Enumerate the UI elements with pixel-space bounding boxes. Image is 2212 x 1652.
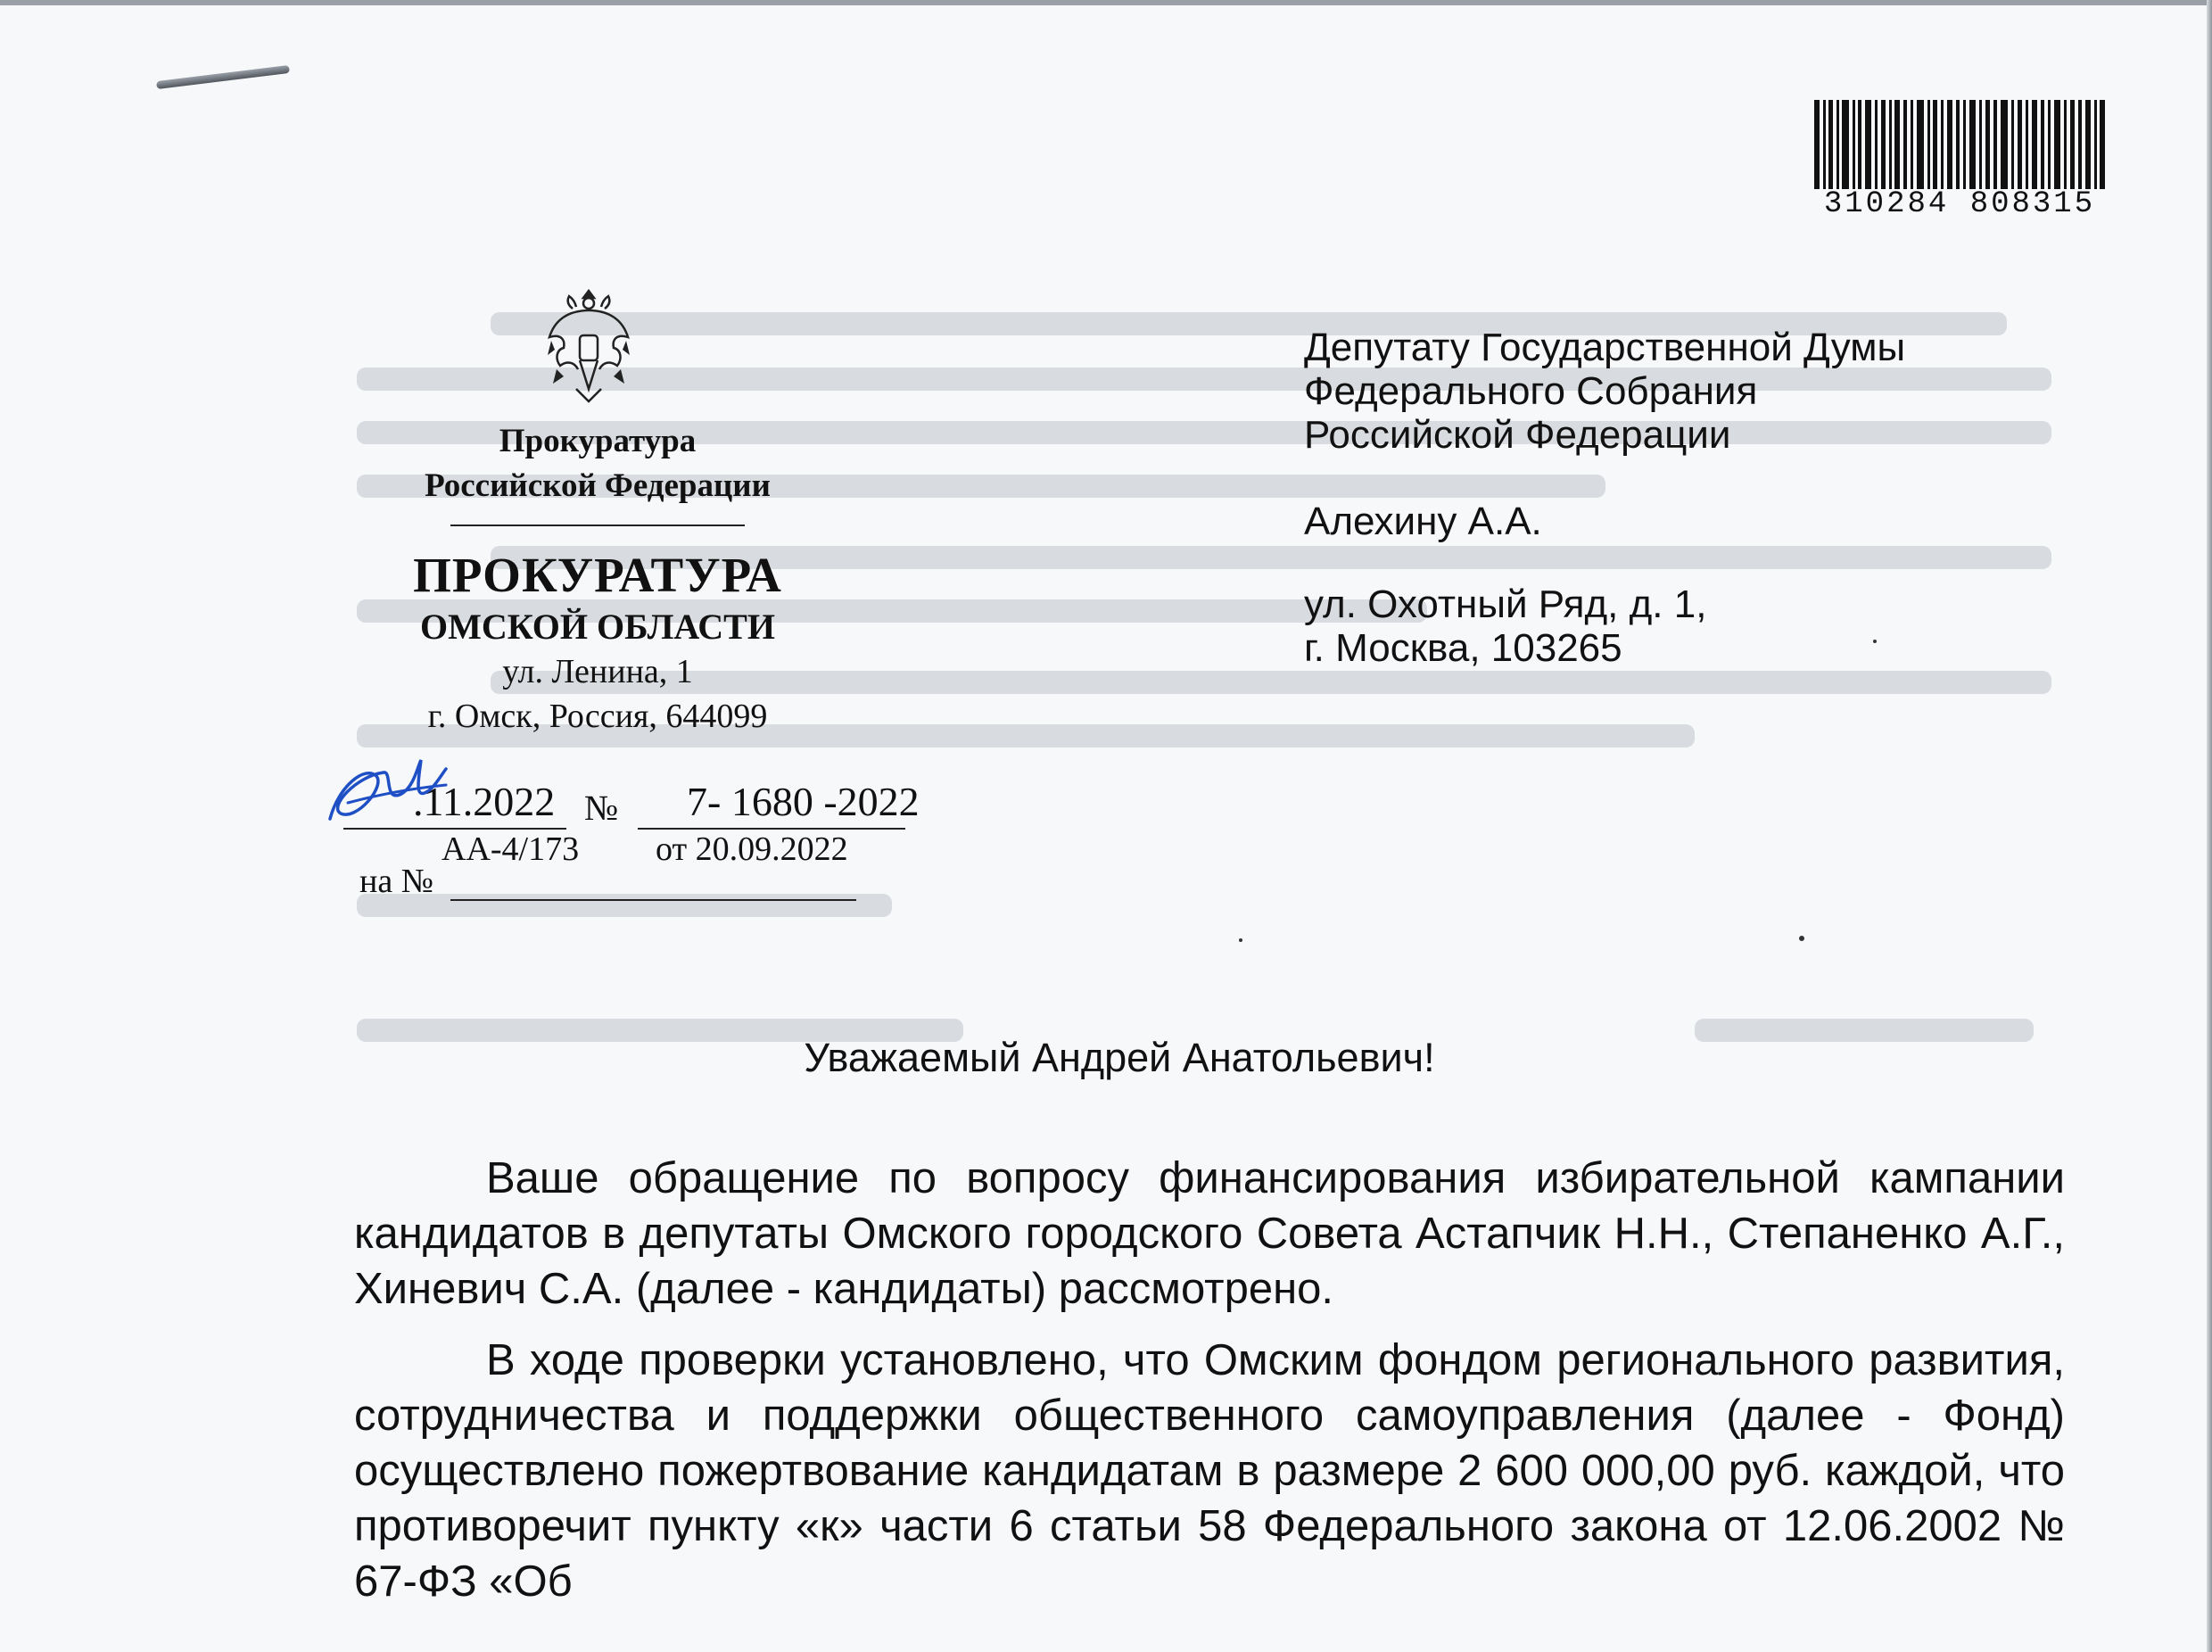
barcode-bars [1812,100,2107,189]
paper-right-edge [2207,0,2212,1652]
sender-block [348,419,847,739]
recipient-line3: Российской Федерации [1304,413,1731,457]
sender-region: ОМСКОЙ ОБЛАСТИ [420,607,775,647]
barcode-number: 310284 808315 [1823,187,2096,221]
coat-of-arms-icon [544,284,633,413]
recipient-name: Алехину А.А. [1304,500,1542,543]
sender-street: ул. Ленина, 1 [502,653,693,690]
sender-divider [450,525,745,526]
paper-top-edge [0,0,2212,5]
speck [1239,938,1242,942]
reply-to-underline [450,899,856,901]
handwritten-signature [321,749,455,830]
recipient-line1: Депутату Государственной Думы [1304,326,1906,369]
outgoing-date: .11.2022 [413,779,556,824]
recipient-street: ул. Охотный Ряд, д. 1, [1304,582,1707,626]
speck [1873,640,1877,643]
staple-mark [156,65,290,89]
letter-body [354,1151,2065,1625]
reference-date: от 20.09.2022 [656,830,848,868]
paragraph-2: В ходе проверки установлено, что Омским фондом регионального развития, сотрудничества и поддержки общественного самоуправления (далее - Фонд) осуществлено пожертвование кандидатам в размере 2 600 000,00 руб. каждой, что противоречит пункту «к» части 6 статьи 58 Федерального закона от 12.06.2002 № 67-ФЗ «Об [354,1336,2065,1606]
sender-title-line1: Прокуратура [499,423,697,459]
number-sign: № [584,788,619,828]
recipient-line2: Федерального Собрания [1304,369,1758,413]
recipient-city: г. Москва, 103265 [1304,626,1622,670]
sender-title-line2: Российской Федерации [425,467,771,504]
barcode [1812,100,2107,221]
speck [1799,936,1804,941]
outgoing-number: 7- 1680 -2022 [687,779,920,824]
paragraph-1: Ваше обращение по вопросу финансирования избирательной кампании кандидатов в депутаты Омского городского Совета Астапчик Н.Н., Степаненко А.Г., Хиневич С.А. (далее - кандидаты) рассмотрено. [354,1154,2065,1313]
sender-city: г. Омск, Россия, 644099 [427,698,768,735]
reference-number: АА-4/173 [442,830,580,868]
salutation: Уважаемый Андрей Анатольевич! [804,1035,1435,1080]
reply-to-label: на № [359,863,433,900]
sender-organization: ПРОКУРАТУРА [413,548,782,602]
recipient-block [1304,326,2107,670]
